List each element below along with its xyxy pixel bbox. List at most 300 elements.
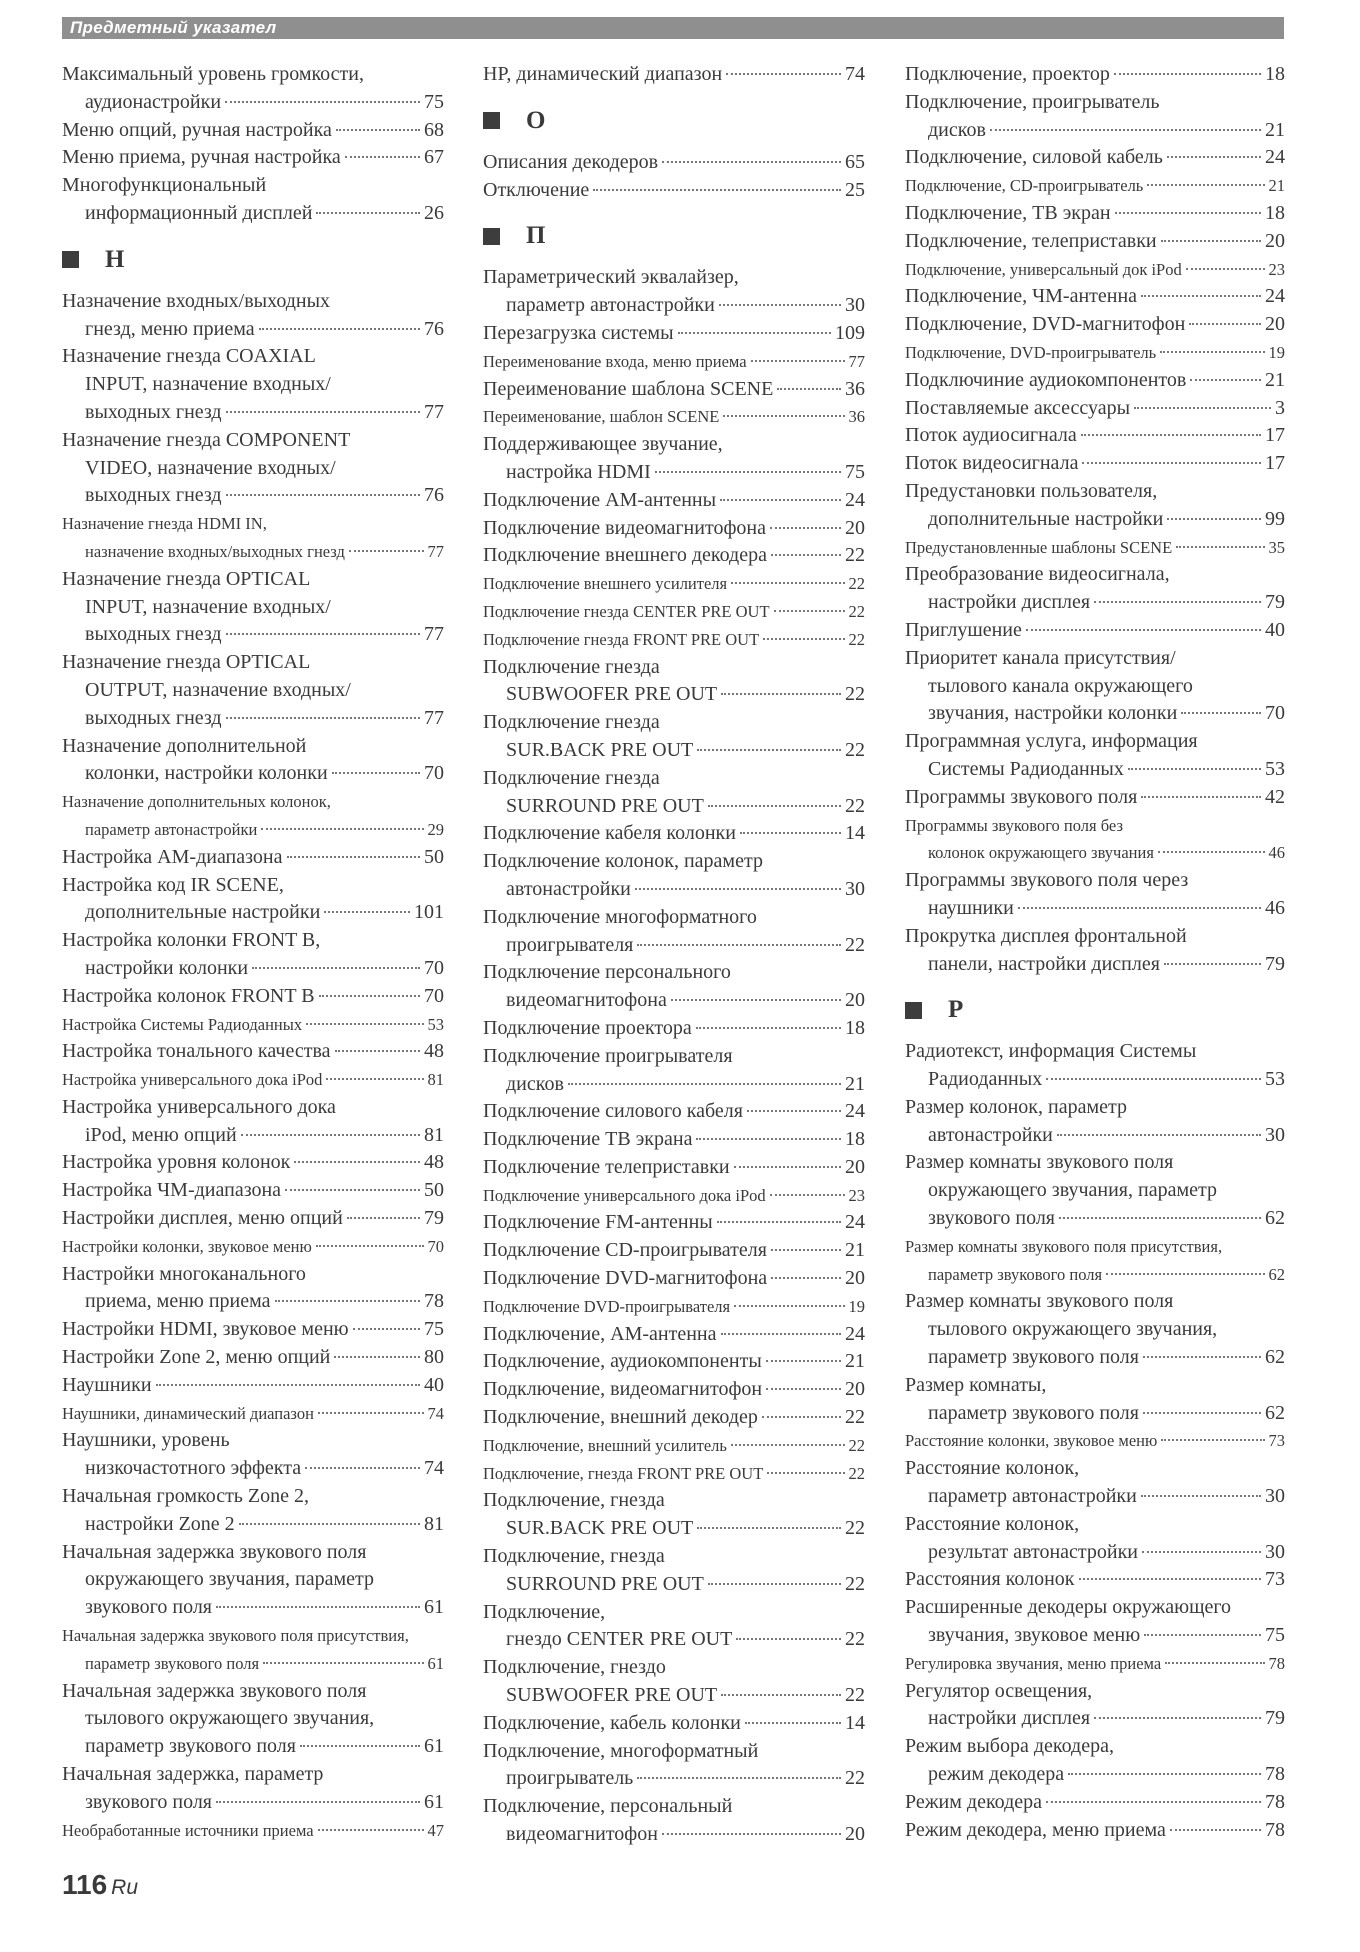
index-entry-line [483,1821,865,1849]
index-entry-page: 20 [845,1378,865,1401]
header-title: Предметный указател [70,18,277,37]
dot-leader [1057,1134,1261,1136]
index-entry-page: 99 [1265,507,1285,530]
index-entry-line [62,1038,444,1066]
index-entry-page: 78 [1265,1818,1285,1841]
index-entry-line [62,288,444,316]
index-entry [905,256,1285,284]
index-entry-text: Подключение CD-проигрывателя [483,1239,767,1262]
index-entry-page: 78 [424,1290,444,1313]
index-entry [905,61,1285,89]
section-letter [62,228,444,288]
index-entry-page: 50 [424,845,444,868]
index-entry-text: Назначение гнезда HDMI IN, [62,514,267,534]
index-entry [483,403,865,431]
index-entry-text: Наушники, уровень [62,1429,230,1452]
index-entry [62,1344,444,1372]
index-entry-text: Размер колонок, параметр [905,1095,1127,1118]
index-entry-line [62,705,444,733]
index-entry-page: 20 [1265,229,1285,252]
index-entry-text: видеомагнитофон [506,1823,658,1846]
index-entry [905,1233,1285,1289]
index-entry-line [483,1015,865,1043]
index-entry [905,1789,1285,1817]
index-entry-text: видеомагнитофона [506,989,667,1012]
dot-leader [1170,1829,1261,1831]
index-entry-text: Настройки HDMI, звуковое меню [62,1318,349,1341]
index-entry-text: Переименование входа, меню приема [483,351,747,371]
index-entry-page: 70 [424,762,444,785]
index-entry-text: Настройка уровня колонок [62,1151,291,1174]
index-entry-text: колонок окружающего звучания [928,843,1154,863]
index-entry-line [905,561,1285,589]
index-entry-line [905,1511,1285,1539]
index-entry-text: SUBWOOFER PRE OUT [506,1684,718,1707]
index-entry [483,1154,865,1182]
dot-leader [1186,268,1265,270]
index-entry-text: параметр автонастройки [85,819,258,839]
index-entry-text: Перезагрузка системы [483,321,674,344]
index-entry-text: наушники [928,896,1014,919]
index-entry-line [905,256,1285,284]
index-entry-text: Назначение гнезда OPTICAL [62,651,311,674]
index-entry-text: тылового окружающего звучания, [928,1318,1218,1341]
index-entry-page: 79 [1265,1707,1285,1730]
index-entry-line [905,1094,1285,1122]
index-entry-line [62,172,444,200]
index-entry-text: параметр автонастройки [506,294,715,317]
index-entry-page: 40 [1265,618,1285,641]
index-entry-text: Приглушение [905,618,1022,641]
dot-leader [1165,1662,1264,1664]
index-entry-line [483,1654,865,1682]
index-entry-page: 22 [845,1572,865,1595]
index-entry-page: 21 [845,1072,865,1095]
index-entry-line [62,1316,444,1344]
index-entry-line [483,320,865,348]
index-entry-line [62,1400,444,1428]
index-entry-text: Прокрутка дисплея фронтальной [905,924,1187,947]
page-number-value: 116 [62,1869,108,1900]
dot-leader [1082,462,1261,464]
index-entry-text: Отключение [483,178,590,201]
index-entry-page: 36 [848,407,865,427]
index-entry-page: 76 [424,317,444,340]
dot-leader [1141,295,1261,297]
index-entry-text: Расширенные декодеры окружающего [905,1596,1232,1619]
dot-leader [1142,1551,1261,1553]
index-entry [62,1066,444,1094]
index-entry-text: Настройка Системы Радиоданных [62,1014,303,1034]
section-letter-text: П [526,222,546,250]
index-entry-text: Необработанные источники приема [62,1820,314,1840]
dot-leader [156,1384,420,1386]
index-entry-line [905,1177,1285,1205]
dot-leader [568,1083,841,1085]
section-letter-text: Н [105,245,125,273]
index-entry-text: Подключение гнезда CENTER PRE OUT [483,601,770,621]
index-entry-text: Поток видеосигнала [905,452,1079,475]
index-entry-line [905,728,1285,756]
index-entry-text: гнездо CENTER PRE OUT [506,1628,733,1651]
index-entry [62,343,444,426]
index-entry-page: 26 [424,201,444,224]
dot-leader [637,1777,841,1779]
index-entry-line [483,765,865,793]
index-entry-line [483,431,865,459]
index-entry-text: звукового поля [85,1790,212,1813]
index-entry-line [905,228,1285,256]
index-entry-text: Настройка колонок FRONT B [62,984,315,1007]
dot-leader [635,888,841,890]
index-entry-text: Подключение, универсальный док iPod [905,259,1182,279]
index-entry-text: Подключение, персональный [483,1795,733,1818]
index-entry-text: Многофункциональный [62,174,267,197]
index-entry-text: Наушники, динамический диапазон [62,1403,314,1423]
dot-leader [771,1249,841,1251]
index-entry-line [483,1515,865,1543]
index-entry-line [62,200,444,228]
index-entry-text: параметр звукового поля [928,1346,1139,1369]
index-entry-line [483,820,865,848]
index-entry [905,1372,1285,1428]
index-entry-page: 75 [424,90,444,113]
index-entry [905,1427,1285,1455]
index-entry-text: Подключение FM-антенны [483,1211,713,1234]
index-entry-page: 30 [1265,1540,1285,1563]
index-entry-text: Подключение персонального [483,961,731,984]
index-entry-text: Системы Радиоданных [928,757,1124,780]
index-entry-line [905,951,1285,979]
index-entry-page: 53 [427,1014,444,1034]
index-entry-text: Поддерживающее звучание, [483,433,723,456]
dot-leader [719,304,841,306]
index-entry [905,1038,1285,1094]
index-entry-text: аудионастройки [85,90,222,113]
index-entry-line [483,681,865,709]
index-entry-text: звучания, звуковое меню [928,1624,1141,1647]
dot-leader [736,1638,841,1640]
index-entry-line [62,649,444,677]
dot-leader [319,995,420,997]
index-entry-line [62,117,444,145]
index-entry-text: Режим декодера [905,1790,1043,1813]
index-entry-text: Настройки многоканального [62,1262,306,1285]
index-entry-text: информационный дисплей [85,201,313,224]
index-entry-line [905,1066,1285,1094]
index-entry-line [62,427,444,455]
index-entry-text: Подключение, DVD-проигрыватель [905,342,1157,362]
index-entry-line [483,1432,865,1460]
index-entry-text: Переименование шаблона SCENE [483,377,774,400]
index-entry-page: 22 [845,1406,865,1429]
index-entry-line [905,700,1285,728]
index-entry-page: 73 [1265,1568,1285,1591]
index-entry-line [905,1650,1285,1678]
index-entry-line [483,1487,865,1515]
index-entry-line [62,1483,444,1511]
index-entry-text: тылового окружающего звучания, [85,1707,375,1730]
index-entry [483,1265,865,1293]
index-entry [62,1622,444,1678]
index-entry [483,709,865,765]
index-entry-page: 61 [424,1596,444,1619]
index-entry-text: Подключение, внешний усилитель [483,1435,727,1455]
index-entry-text: Подключение внешнего усилителя [483,574,728,594]
dot-leader [655,471,841,473]
index-entry-line [483,1209,865,1237]
index-entry-text: параметр автонастройки [928,1485,1137,1508]
index-entry [905,534,1285,562]
index-entry-page: 81 [424,1512,444,1535]
index-entry-line [62,594,444,622]
index-entry [62,144,444,172]
index-entry-text: Настройка универсального дока [62,1095,336,1118]
index-entry-line [483,403,865,431]
index-entry-page: 21 [845,1350,865,1373]
index-entry-page: 24 [1265,146,1285,169]
index-entry-page: 20 [845,516,865,539]
dot-leader [990,129,1261,131]
index-entry-text: Подключение ТВ экрана [483,1128,693,1151]
dot-leader [1160,351,1264,353]
dot-leader [751,360,845,362]
index-entry-text: Подключение гнезда [483,766,660,789]
index-entry-text: Назначение входных/выходных [62,289,331,312]
index-entry [483,959,865,1015]
index-entry-text: назначение входных/выходных гнезд [85,541,345,561]
index-entry-line [62,61,444,89]
index-entry-page: 48 [424,1151,444,1174]
index-entry-page: 77 [424,706,444,729]
dot-leader [1068,1773,1261,1775]
index-entry-line [483,932,865,960]
index-entry-line [62,1205,444,1233]
dot-leader [324,911,410,913]
dot-leader [637,944,841,946]
index-entry-text: Подключение, гнездо [483,1656,666,1679]
index-entry-text: Поставляемые аксессуары [905,396,1131,419]
index-entry [905,1678,1285,1734]
index-entry-page: 80 [424,1346,444,1369]
index-entry-line [62,872,444,900]
index-entry [905,1094,1285,1150]
index-entry-text: выходных гнезд [85,400,222,423]
index-entry-line [62,1817,444,1845]
index-entry-page: 53 [1265,1068,1285,1091]
section-letter [905,978,1285,1038]
index-entry-page: 20 [845,1267,865,1290]
index-entry-line [905,812,1285,840]
index-entry [483,348,865,376]
index-entry-page: 18 [1265,201,1285,224]
index-entry-page: 21 [1265,118,1285,141]
index-entry-line [483,848,865,876]
index-entry [62,1177,444,1205]
index-entry-page: 22 [848,601,865,621]
index-entry-text: выходных гнезд [85,484,222,507]
index-entry-text: Расстояние колонки, звуковое меню [905,1431,1158,1451]
dot-leader [332,772,420,774]
index-entry [905,617,1285,645]
index-entry-text: Начальная задержка, параметр [62,1763,324,1786]
section-square-icon [62,251,79,268]
dot-leader [336,129,420,131]
index-entry-page: 22 [848,574,865,594]
index-entry-line [62,1678,444,1706]
dot-leader [1106,1273,1264,1275]
index-entry-line [62,399,444,427]
dot-leader [1115,212,1261,214]
dot-leader [335,1050,420,1052]
index-entry [905,339,1285,367]
index-entry-line [62,510,444,538]
dot-leader [717,1221,841,1223]
index-entry-line [62,621,444,649]
dot-leader [1158,851,1265,853]
index-entry-page: 23 [848,1185,865,1205]
index-entry-text: Радиотекст, информация Системы [905,1040,1197,1063]
index-entry-page: 22 [848,629,865,649]
index-entry-line [62,144,444,172]
index-entry-text: Подключение, ТВ экран [905,201,1111,224]
index-entry-text: Начальная задержка звукового поля [62,1679,367,1702]
dot-leader [225,101,420,103]
dot-leader [593,189,841,191]
index-entry-text: Размер комнаты, [905,1373,1047,1396]
index-entry-line [62,1761,444,1789]
index-entry-line [483,1265,865,1293]
index-entry-line [905,1622,1285,1650]
index-entry-page: 14 [845,822,865,845]
dot-leader [708,1583,841,1585]
index-entry-line [905,923,1285,951]
index-entry-line [905,1539,1285,1567]
page-lang: Ru [111,1876,139,1899]
index-entry-page: 42 [1265,785,1285,808]
dot-leader [345,156,420,158]
index-entry [483,1293,865,1321]
index-entry [905,478,1285,534]
dot-leader [334,1356,420,1358]
index-entry-line [483,709,865,737]
index-entry-text: Подключение проигрывателя [483,1044,733,1067]
dot-leader [1094,1717,1261,1719]
index-entry-page: 61 [424,1790,444,1813]
index-entry [483,654,865,710]
index-entry-text: Назначение гнезда COMPONENT [62,428,351,451]
index-entry-page: 109 [835,321,865,344]
index-entry [905,367,1285,395]
index-entry-text: Поток аудиосигнала [905,424,1077,447]
index-column-2 [483,61,865,1849]
index-entry-line [483,904,865,932]
index-entry-page: 22 [845,794,865,817]
index-entry-page: 62 [1265,1207,1285,1230]
index-entry-line [62,1789,444,1817]
index-entry-text: режим декодера [928,1763,1065,1786]
index-entry-text: Подключение силового кабеля [483,1100,743,1123]
index-entry-text: Программная услуга, информация [905,730,1198,753]
index-entry-line [483,542,865,570]
index-entry-text: OUTPUT, назначение входных/ [85,678,351,701]
index-entry-line [62,927,444,955]
dot-leader [770,527,841,529]
index-entry-line [483,1710,865,1738]
index-entry-text: Подключиние аудиокомпонентов [905,368,1187,391]
index-entry-page: 73 [1268,1431,1285,1451]
index-entry-page: 22 [845,1517,865,1540]
index-entry-page: 77 [427,541,444,561]
index-entry-line [483,876,865,904]
index-entry-line [62,788,444,816]
index-entry-line [905,1261,1285,1289]
index-entry-line [905,1817,1285,1845]
index-entry [62,1539,444,1622]
index-entry-line [483,1793,865,1821]
index-entry-page: 14 [845,1711,865,1734]
index-entry-page: 70 [427,1236,444,1256]
index-entry-line [62,371,444,399]
index-entry [62,510,444,566]
index-entry-line [62,482,444,510]
index-entry [62,566,444,649]
index-entry-line [483,1098,865,1126]
index-entry-text: Размер комнаты звукового поля присутствия, [905,1236,1223,1256]
index-entry [62,649,444,732]
index-entry-text: Подключение, проигрыватель [905,90,1160,113]
index-entry-page: 21 [845,1239,865,1262]
index-entry-text: Назначение гнезда OPTICAL [62,567,311,590]
index-entry-text: Размер комнаты звукового поля [905,1290,1174,1313]
dot-leader [745,1722,841,1724]
index-entry-text: SUBWOOFER PRE OUT [506,683,718,706]
dot-leader [721,693,841,695]
index-entry [62,288,444,344]
dot-leader [1190,379,1261,381]
index-entry [62,1038,444,1066]
index-entry-text: SUR.BACK PRE OUT [506,738,694,761]
dot-leader [1167,518,1261,520]
index-entry-text: дисков [506,1072,564,1095]
index-entry-line [62,1705,444,1733]
index-entry-line [905,589,1285,617]
index-entry-text: Назначение дополнительных колонок, [62,792,331,812]
index-entry-text: Подключение универсального дока iPod [483,1185,766,1205]
index-entry-line [905,1316,1285,1344]
index-entry [62,1483,444,1539]
index-entry-line [62,1511,444,1539]
index-entry [62,1400,444,1428]
index-entry-text: Размер комнаты звукового поля [905,1151,1174,1174]
index-entry-text: настройки дисплея [928,591,1091,614]
index-entry-text: Подключение, аудиокомпоненты [483,1350,762,1373]
index-entry [905,784,1285,812]
index-entry-line [483,959,865,987]
index-entry [483,1432,865,1460]
dot-leader [740,832,841,834]
dot-leader [1167,156,1261,158]
index-entry-line [483,1043,865,1071]
dot-leader [241,1134,420,1136]
index-entry-text: Подключение, CD-проигрыватель [905,176,1144,196]
index-entry-page: 81 [427,1070,444,1090]
index-entry [905,283,1285,311]
index-entry-line [62,1288,444,1316]
index-entry-text: Регулятор освещения, [905,1679,1093,1702]
index-entry-line [905,867,1285,895]
index-entry-text: Начальная громкость Zone 2, [62,1485,310,1508]
